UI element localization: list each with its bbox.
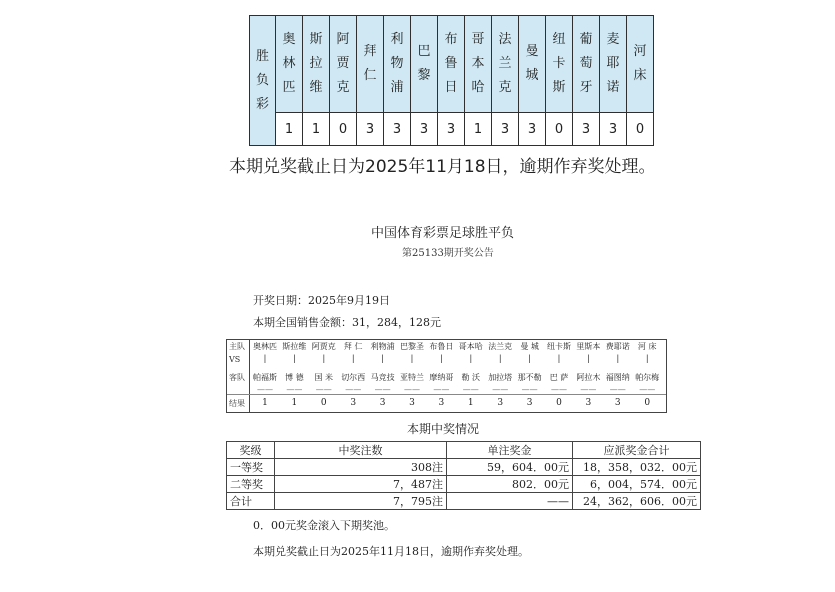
home-team: 河 床 <box>637 342 657 351</box>
winner-count: 7，795注 <box>275 493 447 510</box>
match-result: 3 <box>350 398 357 408</box>
match-result: 1 <box>262 398 268 408</box>
home-team: 费耶诺 <box>605 342 630 351</box>
prize-header-row <box>227 442 701 459</box>
team-cell <box>492 16 519 113</box>
deadline-notice: 本期兑奖截止日为2025年11月18日，逾期作弃奖处理。 <box>253 545 529 558</box>
away-team: 阿拉木 <box>576 373 601 382</box>
prize-level: 一等奖 <box>227 459 275 476</box>
away-team: 国 米 <box>314 373 334 382</box>
vs-mark: | <box>557 354 561 363</box>
total-prize: 6，004，574．00元 <box>573 476 701 493</box>
team-name: 法兰克 <box>498 32 512 95</box>
vs-mark: | <box>322 354 326 363</box>
rollover-notice: 0．00元奖金滚入下期奖池。 <box>253 519 395 532</box>
team-cell <box>384 16 411 113</box>
team-name: 斯拉维 <box>309 32 323 95</box>
team-name: 葡萄牙 <box>579 32 593 95</box>
vs-mark: | <box>440 354 443 363</box>
away-team: 马竞技 <box>370 373 395 382</box>
result-cell: 0 <box>627 113 654 146</box>
vs-mark: | <box>498 354 502 363</box>
result-row <box>250 113 654 146</box>
dash-mark: —— <box>639 385 656 394</box>
away-team: 帕福斯 <box>253 373 277 382</box>
prize-heading: 本期中奖情况 <box>407 422 480 436</box>
vs-mark: | <box>469 354 473 363</box>
team-name: 利物浦 <box>390 32 404 95</box>
away-team: 博 德 <box>285 373 304 382</box>
vs-mark: | <box>616 354 620 363</box>
result-cell: 3 <box>519 113 546 146</box>
home-team: 斯拉维 <box>282 342 307 351</box>
team-row <box>250 16 654 113</box>
team-name: 布鲁日 <box>444 32 458 95</box>
team-name: 巴黎 <box>417 44 431 83</box>
dash-mark: —— <box>315 385 332 394</box>
team-cell <box>600 16 627 113</box>
team-name: 纽卡斯 <box>552 32 566 95</box>
home-team: 阿贾克 <box>311 342 336 351</box>
team-cell <box>519 16 546 113</box>
table-label: 胜负彩 <box>255 48 269 112</box>
away-team: 亚特兰 <box>400 373 424 382</box>
dash-mark: —— <box>580 385 597 394</box>
home-team: 巴黎圣 <box>400 342 424 351</box>
prize-header-total: 应派奖金合计 <box>573 442 701 459</box>
match-result: 3 <box>409 398 415 408</box>
announcement-title: 中国体育彩票足球胜平负 <box>371 226 515 241</box>
table-row <box>227 476 701 493</box>
result-cell: 3 <box>573 113 600 146</box>
prize-level: 合计 <box>227 493 275 510</box>
result-cell: 3 <box>438 113 465 146</box>
result-cell: 3 <box>384 113 411 146</box>
vs-mark: | <box>645 354 649 363</box>
table-row <box>227 493 701 510</box>
table-row <box>227 459 701 476</box>
match-result: 3 <box>438 398 445 408</box>
dash-mark: —— <box>433 385 450 394</box>
dash-mark: —— <box>492 385 509 394</box>
winner-count: 308注 <box>275 459 447 476</box>
team-name: 麦耶诺 <box>606 32 620 95</box>
team-cell <box>303 16 330 113</box>
vs-mark: | <box>587 354 590 363</box>
home-row-label: 主队 <box>229 342 245 351</box>
team-name: 拜仁 <box>363 44 377 83</box>
dash-mark: —— <box>345 385 362 394</box>
match-result: 0 <box>556 398 562 408</box>
result-row-label: 结果 <box>229 399 245 408</box>
deadline-notice: 本期兑奖截止日为2025年11月18日，逾期作弃奖处理。 <box>229 157 656 177</box>
single-prize: 59，604．00元 <box>447 459 573 476</box>
result-cell: 0 <box>330 113 357 146</box>
away-team: 切尔西 <box>341 373 366 382</box>
home-team: 布鲁日 <box>429 342 454 351</box>
away-team: 勒 沃 <box>461 373 481 382</box>
team-cell <box>276 16 303 113</box>
away-row-label: 客队 <box>229 373 245 382</box>
vs-mark: | <box>381 354 384 363</box>
home-team: 奥林匹 <box>253 342 277 351</box>
table-label-cell <box>250 16 276 146</box>
team-cell <box>330 16 357 113</box>
vs-row-label: VS <box>229 355 241 364</box>
match-result: 0 <box>644 398 651 408</box>
dash-mark: —— <box>551 385 567 394</box>
result-cell: 3 <box>411 113 438 146</box>
prize-header-count: 中奖注数 <box>275 442 447 459</box>
match-result: 1 <box>467 398 474 408</box>
match-result: 0 <box>320 398 327 408</box>
lottery-result-table <box>249 15 654 146</box>
dash-mark: —— <box>374 385 391 394</box>
dash-mark: —— <box>462 385 479 394</box>
result-cell: 1 <box>303 113 330 146</box>
total-prize: 18，358，032．00元 <box>573 459 701 476</box>
draw-date: 开奖日期：2025年9月19日 <box>253 294 390 307</box>
vs-mark: | <box>263 354 267 363</box>
away-team: 福图纳 <box>605 373 630 382</box>
match-result: 3 <box>526 398 533 408</box>
home-team: 曼 城 <box>520 342 539 351</box>
result-cell: 3 <box>357 113 384 146</box>
team-cell <box>627 16 654 113</box>
single-prize: —— <box>447 493 573 510</box>
team-name: 曼城 <box>525 44 539 83</box>
dash-mark: —— <box>609 385 626 394</box>
home-team: 纽卡斯 <box>547 342 571 351</box>
match-result: 3 <box>585 398 592 408</box>
team-cell <box>546 16 573 113</box>
match-result: 1 <box>291 398 298 408</box>
away-team: 摩纳哥 <box>429 373 454 382</box>
dash-mark: —— <box>521 385 538 394</box>
prize-level: 二等奖 <box>227 476 275 493</box>
dash-mark: —— <box>404 385 420 394</box>
team-name: 哥本哈 <box>471 32 485 95</box>
team-cell <box>573 16 600 113</box>
vs-mark: | <box>293 354 296 363</box>
team-cell <box>411 16 438 113</box>
prize-table <box>226 441 701 510</box>
match-table <box>226 339 667 413</box>
result-cell: 3 <box>600 113 627 146</box>
home-team: 里斯本 <box>576 342 601 351</box>
announcement-subtitle: 第25133期开奖公告 <box>402 248 494 259</box>
prize-header-level: 奖级 <box>227 442 275 459</box>
match-result: 3 <box>379 398 386 408</box>
home-team: 拜 仁 <box>343 342 363 351</box>
column-divider <box>249 340 250 412</box>
team-name: 河床 <box>633 44 647 83</box>
team-name: 奥林匹 <box>282 32 296 95</box>
dash-mark: —— <box>286 385 303 394</box>
team-cell <box>357 16 384 113</box>
dash-mark: —— <box>257 385 273 394</box>
vs-mark: | <box>410 354 414 363</box>
away-team: 帕尔梅 <box>635 373 660 382</box>
match-result: 3 <box>614 398 621 408</box>
winner-count: 7，487注 <box>275 476 447 493</box>
away-team: 加拉塔 <box>488 373 513 382</box>
prize-header-single: 单注奖金 <box>447 442 573 459</box>
sales-amount: 本期全国销售金额：31，284，128元 <box>253 316 441 329</box>
total-prize: 24，362，606．00元 <box>573 493 701 510</box>
team-cell <box>438 16 465 113</box>
away-team: 巴 萨 <box>549 373 569 382</box>
match-result: 3 <box>497 398 504 408</box>
home-team: 法兰克 <box>488 342 513 351</box>
team-name: 阿贾克 <box>336 32 350 95</box>
result-cell: 3 <box>492 113 519 146</box>
result-cell: 0 <box>546 113 573 146</box>
result-cell: 1 <box>465 113 492 146</box>
result-cell: 1 <box>276 113 303 146</box>
single-prize: 802．00元 <box>447 476 573 493</box>
team-cell <box>465 16 492 113</box>
away-team: 那不勒 <box>517 373 542 382</box>
vs-mark: | <box>528 354 531 363</box>
home-team: 哥本哈 <box>458 342 483 351</box>
vs-mark: | <box>351 354 355 363</box>
home-team: 利物浦 <box>370 342 395 351</box>
